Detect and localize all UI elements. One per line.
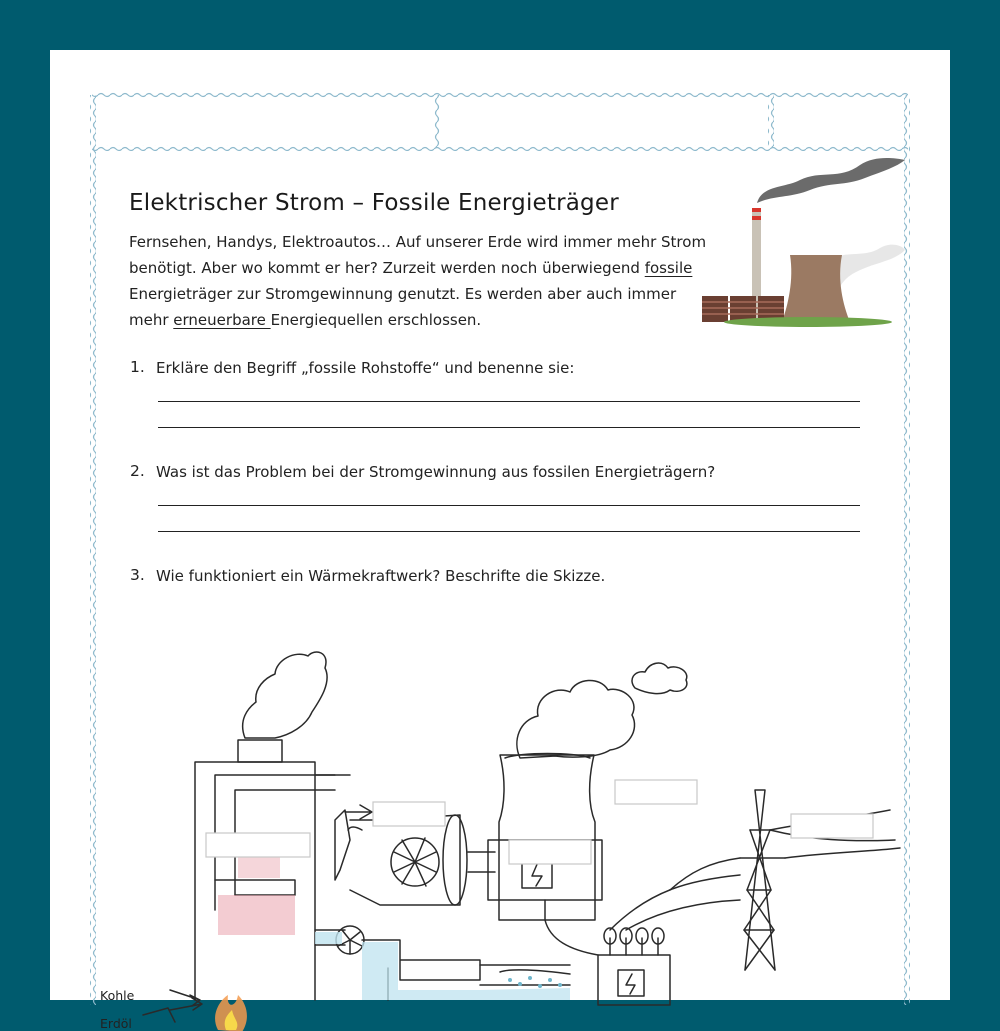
term-erneuerbare: erneuerbare: [173, 311, 271, 329]
term-fossile: fossile: [644, 259, 693, 277]
header-top-border: [92, 92, 908, 98]
fuel-label-erdoel: Erdöl: [100, 1016, 132, 1031]
label-box-power-line[interactable]: [791, 814, 873, 838]
answer-line-1a[interactable]: [158, 401, 860, 402]
intro-text-1: Fernsehen, Handys, Elektroautos… Auf unserer Erde wird immer mehr Strom benötigt. Aber wo kommt er her? Zurzeit werden noch überwiegend: [129, 233, 707, 277]
question-3-text: Wie funktioniert ein Wärmekraftwerk? Beschrifte die Skizze.: [156, 567, 606, 585]
question-2-number: 2.: [130, 462, 145, 480]
question-2-text: Was ist das Problem bei der Stromgewinnung aus fossilen Energieträgern?: [156, 463, 716, 481]
header-divider-2: [768, 95, 774, 148]
label-box-boiler[interactable]: [206, 833, 310, 857]
flame-icon: [215, 995, 247, 1031]
label-box-turbine[interactable]: [373, 802, 445, 826]
worksheet-title: Elektrischer Strom – Fossile Energieträger: [129, 190, 619, 216]
intro-text-3: Energiequellen erschlossen.: [270, 311, 482, 329]
question-1-text: Erkläre den Begriff „fossile Rohstoffe“ und benenne sie:: [156, 359, 575, 377]
label-box-generator[interactable]: [509, 840, 591, 864]
worksheet-page: [50, 50, 950, 1031]
intro-paragraph: [129, 229, 709, 333]
answer-line-2b[interactable]: [158, 531, 860, 532]
thermal-power-plant-sketch: [50, 590, 950, 1000]
water-drops: [508, 976, 562, 988]
steam-heat-fill: [218, 852, 295, 935]
fuel-label-kohle: Kohle: [100, 988, 135, 1003]
label-box-cooling-tower[interactable]: [615, 780, 697, 804]
answer-line-2a[interactable]: [158, 505, 860, 506]
answer-line-1b[interactable]: [158, 427, 860, 428]
header-divider-1: [434, 95, 440, 148]
question-3-number: 3.: [130, 566, 145, 584]
question-1-number: 1.: [130, 358, 145, 376]
intro-text-2: Energieträger zur Stromgewinnung genutzt. Es werden aber auch immer mehr: [129, 285, 677, 329]
power-plant-icon: [690, 150, 920, 335]
